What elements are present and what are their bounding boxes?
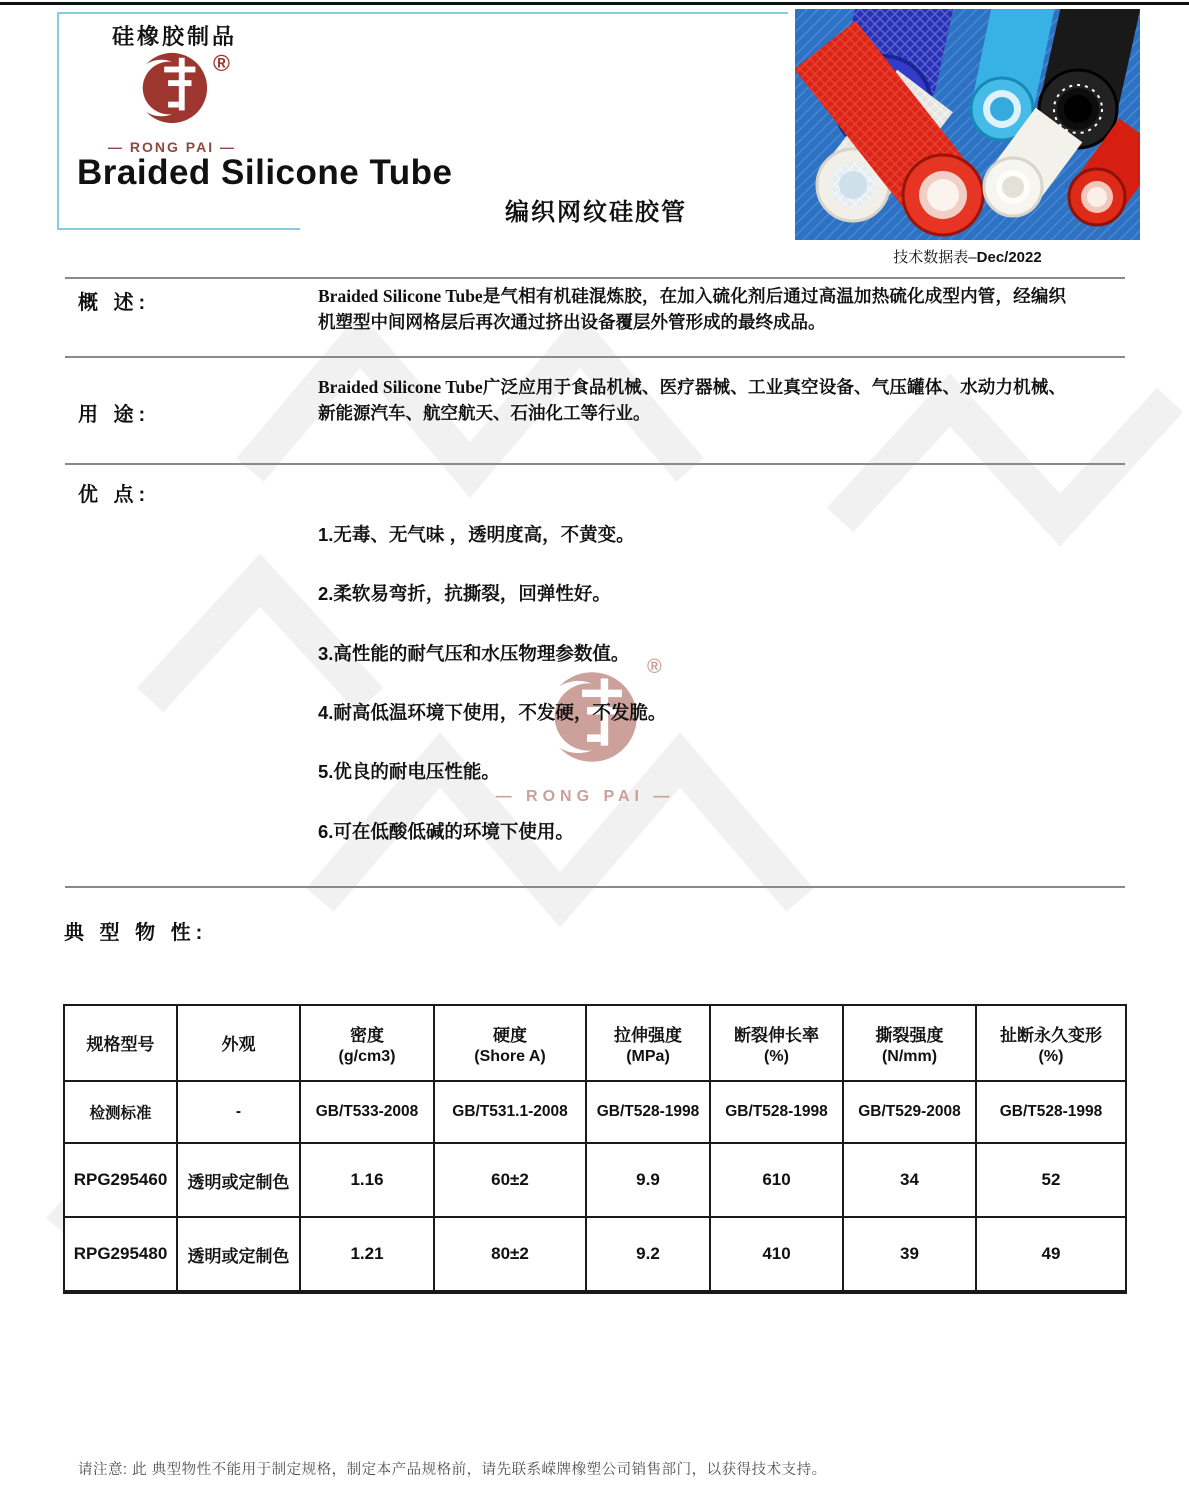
product-photo [795, 9, 1140, 240]
divider [65, 356, 1125, 358]
advantage-item: 5.优良的耐电压性能。 [318, 761, 500, 782]
usage-label: 用 途: [78, 404, 151, 426]
divider [65, 277, 1125, 279]
datasheet-date: Dec/2022 [976, 249, 1042, 266]
top-border-line [0, 2, 1189, 5]
overview-text: Braided Silicone Tube是气相有机硅混炼胶，在加入硫化剂后通过高温加热硫化成型内管，经编织机塑型中间网格层后再次通过挤出设备覆层外管形成的最终成品。 [318, 286, 1066, 333]
overview-label: 概 述: [78, 292, 151, 314]
table-cell: 检测标准 [64, 1081, 177, 1143]
properties-heading: 典 型 物 性: [64, 922, 208, 944]
table-cell: GB/T528-1998 [710, 1081, 843, 1143]
table-cell: 透明或定制色 [177, 1143, 300, 1217]
table-cell: 1.16 [300, 1143, 434, 1217]
table-cell: 39 [843, 1217, 976, 1292]
col-header: 断裂伸长率 (%) [710, 1005, 843, 1081]
registered-trademark-icon: ® [213, 50, 230, 76]
header-frame-bottom [57, 228, 300, 230]
table-cell: 49 [976, 1217, 1126, 1292]
company-tagline: 硅橡胶制品 [112, 24, 238, 49]
col-header: 密度 (g/cm3) [300, 1005, 434, 1081]
table-cell: GB/T528-1998 [586, 1081, 710, 1143]
table-header-row [64, 1005, 1126, 1081]
table-cell: 9.2 [586, 1217, 710, 1292]
properties-table [63, 1004, 1127, 1294]
col-header: 撕裂强度 (N/mm) [843, 1005, 976, 1081]
table-cell: - [177, 1081, 300, 1143]
header-frame-top [57, 12, 788, 14]
footnote: 请注意: 此 典型物性不能用于制定规格，制定本产品规格前，请先联系嵘牌橡塑公司销售部门，以获得技术支持。 [78, 1462, 827, 1478]
page-title: Braided Silicone Tube [77, 153, 453, 192]
brand-logo-icon [133, 48, 211, 128]
table-cell: 52 [976, 1143, 1126, 1217]
col-header: 规格型号 [64, 1005, 177, 1081]
table-cell: 60±2 [434, 1143, 586, 1217]
table-cell: 610 [710, 1143, 843, 1217]
page-subtitle: 编织网纹硅胶管 [505, 199, 687, 226]
table-cell: GB/T531.1-2008 [434, 1081, 586, 1143]
table-cell: 透明或定制色 [177, 1217, 300, 1292]
table-row-rpg295480 [64, 1217, 1126, 1292]
table-cell: 80±2 [434, 1217, 586, 1292]
advantage-item: 2.柔软易弯折，抗撕裂，回弹性好。 [318, 583, 611, 604]
advantages-label: 优 点: [78, 484, 151, 506]
table-cell: 1.21 [300, 1217, 434, 1292]
table-cell: 9.9 [586, 1143, 710, 1217]
divider [65, 886, 1125, 888]
advantage-item: 6.可在低酸低碱的环境下使用。 [318, 821, 574, 842]
advantage-item: 4.耐高低温环境下使用，不发硬，不发脆。 [318, 702, 667, 723]
divider [65, 463, 1125, 465]
advantage-item: 3.高性能的耐气压和水压物理参数值。 [318, 643, 630, 664]
table-row-rpg295460 [64, 1143, 1126, 1217]
col-header: 扯断永久变形 (%) [976, 1005, 1126, 1081]
table-cell: RPG295460 [64, 1143, 177, 1217]
brand-name: — RONG PAI — [108, 139, 236, 155]
datasheet-label: 技术数据表– [893, 249, 977, 266]
usage-text: Braided Silicone Tube广泛应用于食品机械、医疗器械、工业真空设备、气压罐体、水动力机械、新能源汽车、航空航天、石油化工等行业。 [318, 377, 1066, 424]
table-cell: GB/T528-1998 [976, 1081, 1126, 1143]
watermark-registered-icon: ® [647, 656, 662, 678]
header-frame-left [57, 12, 59, 230]
col-header: 硬度 (Shore A) [434, 1005, 586, 1081]
table-cell: 34 [843, 1143, 976, 1217]
col-header: 拉伸强度 (MPa) [586, 1005, 710, 1081]
advantage-item: 1.无毒、无气味 ，透明度高，不黄变。 [318, 524, 635, 545]
table-cell: 410 [710, 1217, 843, 1292]
table-cell: GB/T533-2008 [300, 1081, 434, 1143]
datasheet-meta [795, 246, 1140, 267]
table-cell: RPG295480 [64, 1217, 177, 1292]
col-header: 外观 [177, 1005, 300, 1081]
table-cell: GB/T529-2008 [843, 1081, 976, 1143]
table-row-standards [64, 1081, 1126, 1143]
watermark-brand-name: — RONG PAI — [495, 788, 675, 805]
